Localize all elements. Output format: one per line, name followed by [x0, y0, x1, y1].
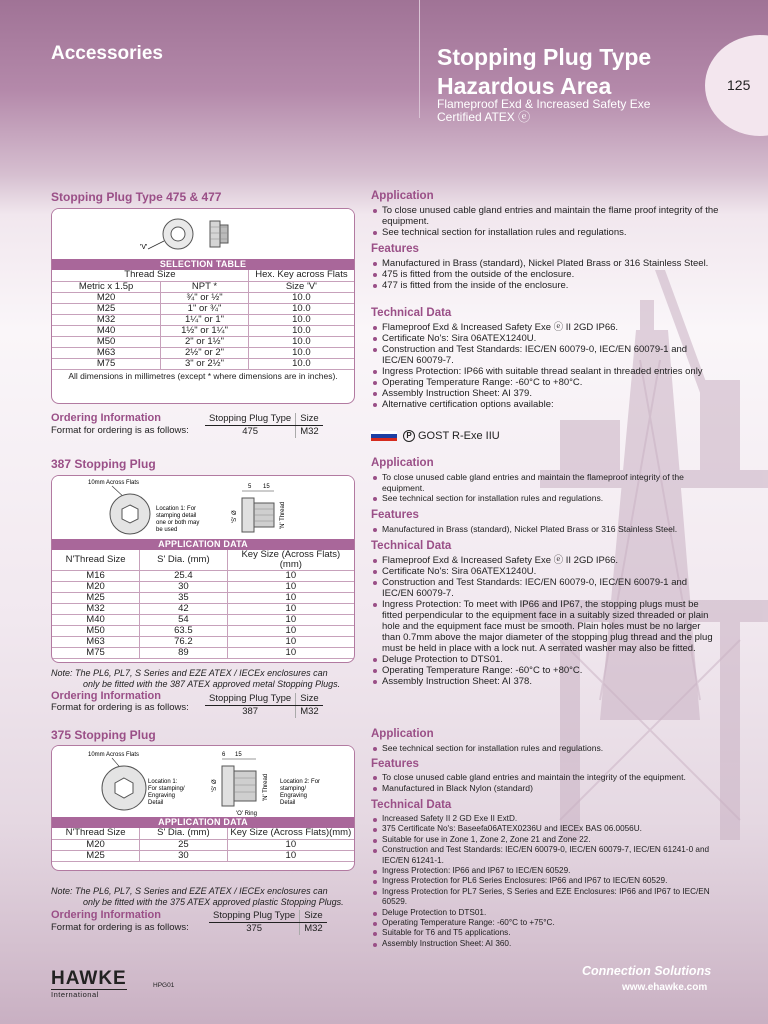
cell-dia: 35	[140, 593, 228, 604]
product-375-table-box	[51, 745, 355, 871]
desc-387-application-list	[371, 472, 721, 504]
desc-475-technical-title: Technical Data	[371, 307, 452, 319]
desc-375-technical-list	[371, 814, 721, 949]
location2-line1: Location 2: For	[280, 779, 321, 785]
cell-npt: 1½" or 1¼"	[161, 325, 249, 336]
table-row	[52, 314, 354, 325]
cell-size-v: 10.0	[248, 358, 354, 369]
cell-key: 10	[227, 615, 354, 626]
document-code: HPG01	[153, 982, 175, 989]
dim-n-label: 'N' Thread	[280, 501, 286, 529]
cell-metric: M63	[52, 347, 161, 358]
hawke-logo	[51, 970, 127, 999]
gost-label: GOST R-Exe IIU	[418, 430, 500, 442]
desc-375-technical-title: Technical Data	[371, 799, 452, 811]
application-data-band: APPLICATION DATA	[52, 539, 354, 550]
cell-thread: M20	[52, 582, 140, 593]
product-375-diagram	[52, 746, 354, 817]
selection-table	[52, 270, 354, 370]
note-line2: only be fitted with the 375 ATEX approved plastic Stopping Plugs.	[83, 897, 344, 907]
col-header-dia: S' Dia. (mm)	[140, 550, 228, 571]
list-item: To close unused cable gland entries and maintain the flameproof integrity of the equipment.	[371, 472, 721, 493]
cell-dia: 54	[140, 615, 228, 626]
ordering-info-text: Format for ordering is as follows:	[51, 425, 189, 436]
table-group-header	[52, 270, 354, 281]
ordering-header-type: Stopping Plug Type	[209, 910, 300, 923]
list-item: Ingress Protection: To meet with IP66 and IP67, the stopping plugs must be fitted perpendicular to the equipment face in a suitably sized threaded or plain hole and the equipment face must be smooth. Plain holes must be no larger than 0.7mm above the major diameter of the stopping plug thread and the plug must be held in place with a lock nut. A serrated washer may also be fitted.	[371, 599, 721, 654]
table-row	[52, 303, 354, 314]
cell-thread: M40	[52, 615, 140, 626]
list-item: Flameproof Exd & Increased Safety Exe ⓔ II 2GD IP66.	[371, 555, 721, 566]
cell-dia: 25	[140, 839, 228, 850]
col-header-dia: S' Dia. (mm)	[140, 828, 228, 839]
table-row	[52, 336, 354, 347]
list-item: Construction and Test Standards: IEC/EN 60079-0, IEC/EN 60079-1 and IEC/EN 60079-7.	[371, 577, 721, 599]
cell-key: 10	[227, 839, 354, 850]
plug-475-drawing	[52, 209, 354, 259]
col-header-size-v: Size 'V'	[248, 281, 354, 292]
cell-npt: 1" or ¾"	[161, 303, 249, 314]
page-subtitle-line2: Certified ATEX ⓔ	[437, 110, 531, 124]
list-item: 375 Certificate No's: Baseefa06ATEX0236U and IECEx BAS 06.0056U.	[371, 824, 721, 834]
list-item: Assembly Instruction Sheet: AI 378.	[371, 676, 721, 687]
location1-line2: For stamping/	[148, 786, 185, 792]
ordering-example-table	[205, 693, 323, 718]
ordering-value-type: 387	[242, 706, 259, 717]
cell-key: 10	[227, 582, 354, 593]
cell-metric: M40	[52, 325, 161, 336]
list-item: Certificate No's: Sira 06ATEX1240U.	[371, 333, 721, 344]
tagline: Connection Solutions	[582, 964, 712, 978]
location-note-line3: one or both may	[156, 520, 200, 526]
table-row	[52, 648, 354, 659]
logo-subtitle: International	[51, 989, 127, 999]
product-387-title: 387 Stopping Plug	[51, 457, 156, 471]
cell-key: 10	[227, 648, 354, 659]
table-header-row	[52, 550, 354, 571]
list-item: Ingress Protection: IP66 and IP67 to IEC/EN 60529.	[371, 866, 721, 876]
location2-line4: Detail	[280, 800, 296, 806]
product-375-note	[51, 886, 371, 908]
o-ring-label: 'O' Ring	[236, 811, 257, 817]
location2-line3: Engraving	[280, 793, 308, 799]
table-row	[52, 626, 354, 637]
list-item: Construction and Test Standards: IEC/EN 60079-0, IEC/EN 60079-7, IEC/EN 61241-0 and IEC/EN 61241-1.	[371, 845, 721, 866]
col-header-key: Key Size (Across Flats)(mm)	[227, 828, 354, 839]
table-row	[52, 582, 354, 593]
across-flats-label: 10mm Across Flats	[88, 752, 140, 758]
list-item: Certificate No's: Sira 06ATEX1240U.	[371, 566, 721, 577]
desc-387-technical-list	[371, 555, 721, 687]
list-item: Ingress Protection for PL6 Series Enclosures: IP66 and IP67 to IEC/EN 60529.	[371, 876, 721, 886]
cell-metric: M32	[52, 314, 161, 325]
table-row	[52, 593, 354, 604]
desc-387-features-title: Features	[371, 509, 419, 521]
ordering-info-text: Format for ordering is as follows:	[51, 922, 189, 933]
list-item: Suitable for use in Zone 1, Zone 2, Zone 21 and Zone 22.	[371, 835, 721, 845]
location-note-line2: stamping detail	[156, 513, 197, 519]
cell-key: 10	[227, 604, 354, 615]
cell-thread: M50	[52, 626, 140, 637]
ordering-info-text: Format for ordering is as follows:	[51, 702, 189, 713]
table-row	[52, 615, 354, 626]
selection-table-band: SELECTION TABLE	[52, 259, 354, 270]
table-row	[52, 358, 354, 369]
page-number: 125	[727, 77, 751, 93]
ordering-header-size: Size	[300, 910, 327, 923]
gost-certification	[371, 430, 500, 442]
desc-375-features-list	[371, 772, 721, 793]
list-item: Construction and Test Standards: IEC/EN 60079-0, IEC/EN 60079-1 and IEC/EN 60079-7.	[371, 344, 721, 366]
product-475-title: Stopping Plug Type 475 & 477	[51, 190, 222, 204]
desc-375-features-title: Features	[371, 758, 419, 770]
across-flats-label: 10mm Across Flats	[88, 480, 140, 486]
product-387-diagram	[52, 476, 354, 539]
list-item: See technical section for installation rules and regulations.	[371, 493, 721, 504]
location-note-line1: Location 1: For	[156, 506, 197, 512]
ordering-value-size: M32	[296, 426, 323, 439]
list-item: See technical section for installation rules and regulations.	[371, 227, 721, 238]
list-item: Flameproof Exd & Increased Safety Exe ⓔ II 2GD IP66.	[371, 322, 721, 333]
cell-key: 10	[227, 571, 354, 582]
cell-thread: M16	[52, 571, 140, 582]
product-387-table-box	[51, 475, 355, 663]
cell-size-v: 10.0	[248, 336, 354, 347]
group-header-thread-size: Thread Size	[52, 270, 248, 281]
flag-stripe-red	[371, 438, 397, 442]
list-item: 477 is fitted from the inside of the enclosure.	[371, 280, 721, 291]
cell-thread: M25	[52, 850, 140, 861]
list-item: Ingress Protection for PL7 Series, S Series and EZE Enclosures: IP66 and IP67 to IEC/EN 60529.	[371, 887, 721, 908]
table-row	[52, 571, 354, 582]
list-item: 475 is fitted from the outside of the enclosure.	[371, 269, 721, 280]
cell-dia: 76.2	[140, 637, 228, 648]
col-header-thread: N'Thread Size	[52, 828, 140, 839]
table-header-row	[52, 828, 354, 839]
ordering-info-title: Ordering Information	[51, 412, 161, 424]
table-header-row	[52, 281, 354, 292]
cell-size-v: 10.0	[248, 303, 354, 314]
col-header-metric: Metric x 1.5p	[52, 281, 161, 292]
ordering-info-title: Ordering Information	[51, 909, 161, 921]
cell-dia: 25.4	[140, 571, 228, 582]
application-data-table	[52, 828, 354, 862]
cell-dia: 89	[140, 648, 228, 659]
cell-thread: M32	[52, 604, 140, 615]
table-row	[52, 604, 354, 615]
cell-size-v: 10.0	[248, 292, 354, 303]
location-note-line4: be used	[156, 527, 178, 533]
cell-metric: M25	[52, 303, 161, 314]
table-row	[52, 839, 354, 850]
note-line2: only be fitted with the 387 ATEX approved metal Stopping Plugs.	[83, 679, 341, 689]
ordering-header-type: Stopping Plug Type	[205, 413, 296, 426]
desc-475-technical-list	[371, 322, 721, 410]
cell-dia: 30	[140, 850, 228, 861]
desc-475-application-list	[371, 205, 721, 238]
section-title: Accessories	[51, 43, 163, 64]
application-data-band: APPLICATION DATA	[52, 817, 354, 828]
cell-npt: 3" or 2½"	[161, 358, 249, 369]
cell-npt: 1¼" or 1"	[161, 314, 249, 325]
product-475-table-box	[51, 208, 355, 404]
cell-npt: 2½" or 2"	[161, 347, 249, 358]
russia-flag-icon	[371, 431, 397, 442]
list-item: Operating Temperature Range: -60°C to +80°C.	[371, 665, 721, 676]
desc-375-application-list	[371, 743, 721, 754]
location1-line3: Engraving	[148, 793, 176, 799]
website-link[interactable]: www.ehawke.com	[622, 982, 708, 993]
ordering-header-size: Size	[296, 413, 323, 426]
list-item: Ingress Protection: IP66 with suitable thread sealant in threaded entries only	[371, 366, 721, 377]
page-title-line2: Hazardous Area	[437, 73, 612, 99]
list-item: Deluge Protection to DTS01.	[371, 654, 721, 665]
list-item: Deluge Protection to DTS01.	[371, 908, 721, 918]
dim-5-label: 5	[248, 484, 252, 490]
gost-mark-icon: Р	[403, 430, 415, 442]
cell-thread: M20	[52, 839, 140, 850]
list-item: To close unused cable gland entries and maintain the integrity of the equipment.	[371, 772, 721, 783]
cell-npt: ¾" or ½"	[161, 292, 249, 303]
ordering-header-type: Stopping Plug Type	[205, 693, 296, 706]
cell-npt: 2" or 1½"	[161, 336, 249, 347]
desc-475-application-title: Application	[371, 190, 434, 202]
dim-15-label: 15	[263, 484, 270, 490]
page-title-line1: Stopping Plug Type	[437, 44, 652, 70]
cell-metric: M20	[52, 292, 161, 303]
ordering-header-size: Size	[296, 693, 323, 706]
dim-n-label: 'N' Thread	[263, 773, 269, 801]
table-row	[52, 637, 354, 648]
ordering-value-type: 475	[242, 426, 259, 437]
product-387-note	[51, 668, 371, 690]
ordering-example-table	[205, 413, 323, 438]
plug-375-drawing	[52, 746, 354, 817]
location1-line4: Detail	[148, 800, 164, 806]
group-header-hex-key: Hex. Key across Flats	[248, 270, 354, 281]
table-row	[52, 325, 354, 336]
list-item: Alternative certification options available:	[371, 399, 721, 410]
cell-key: 10	[227, 593, 354, 604]
page-title	[437, 43, 707, 101]
cell-size-v: 10.0	[248, 347, 354, 358]
cell-dia: 63.5	[140, 626, 228, 637]
ordering-info-title: Ordering Information	[51, 690, 161, 702]
table-row	[52, 292, 354, 303]
table-row	[52, 850, 354, 861]
dimensions-footnote: All dimensions in millimetres (except * where dimensions are in inches).	[68, 370, 338, 381]
header-divider	[419, 0, 420, 118]
product-375-title: 375 Stopping Plug	[51, 728, 156, 742]
list-item: Operating Temperature Range: -60°C to +80°C.	[371, 377, 721, 388]
list-item: Manufactured in Brass (standard), Nickel Plated Brass or 316 Stainless Steel.	[371, 524, 721, 535]
cell-thread: M63	[52, 637, 140, 648]
ordering-value-size: M32	[296, 706, 323, 719]
list-item: Increased Safety II 2 GD Exe II ExtD.	[371, 814, 721, 824]
cell-thread: M25	[52, 593, 140, 604]
cell-size-v: 10.0	[248, 325, 354, 336]
desc-387-technical-title: Technical Data	[371, 540, 452, 552]
dim-s-label: 'S' Ø	[232, 510, 238, 523]
cell-dia: 30	[140, 582, 228, 593]
list-item: See technical section for installation rules and regulations.	[371, 743, 721, 754]
location2-line2: stamping/	[280, 786, 307, 792]
note-line1: Note: The PL6, PL7, S Series and EZE ATEX / IECEx enclosures can	[51, 886, 328, 896]
page-subtitle-line1: Flameproof Exd & Increased Safety Exe	[437, 97, 651, 111]
cell-key: 10	[227, 850, 354, 861]
page-subtitle	[437, 98, 737, 124]
desc-387-application-title: Application	[371, 457, 434, 469]
cell-key: 10	[227, 626, 354, 637]
list-item: Manufactured in Black Nylon (standard)	[371, 783, 721, 794]
dim-s-label: 'S' Ø	[212, 779, 218, 792]
desc-475-features-list	[371, 258, 721, 291]
cell-dia: 42	[140, 604, 228, 615]
list-item: Suitable for T6 and T5 applications.	[371, 928, 721, 938]
dim-15-label: 15	[235, 752, 242, 758]
cell-thread: M75	[52, 648, 140, 659]
logo-wordmark: HAWKE	[51, 968, 127, 989]
application-data-table	[52, 550, 354, 659]
list-item: Manufactured in Brass (standard), Nickel Plated Brass or 316 Stainless Steel.	[371, 258, 721, 269]
ordering-value-type: 375	[246, 923, 263, 934]
table-row	[52, 347, 354, 358]
col-header-npt: NPT *	[161, 281, 249, 292]
cell-metric: M75	[52, 358, 161, 369]
ordering-example-table	[209, 910, 327, 935]
cell-size-v: 10.0	[248, 314, 354, 325]
desc-475-features-title: Features	[371, 243, 419, 255]
ordering-value-size: M32	[300, 923, 327, 936]
plug-387-drawing	[52, 476, 354, 539]
col-header-thread: N'Thread Size	[52, 550, 140, 571]
note-line1: Note: The PL6, PL7, S Series and EZE ATEX / IECEx enclosures can	[51, 668, 328, 678]
list-item: Assembly Instruction Sheet: AI 379.	[371, 388, 721, 399]
list-item: To close unused cable gland entries and maintain the flame proof integrity of the equipment.	[371, 205, 721, 227]
location1-line1: Location 1:	[148, 779, 178, 785]
desc-375-application-title: Application	[371, 728, 434, 740]
v-dimension-label: 'V'	[140, 244, 148, 251]
list-item: Assembly Instruction Sheet: AI 360.	[371, 939, 721, 949]
cell-metric: M50	[52, 336, 161, 347]
desc-387-features-list	[371, 524, 721, 535]
col-header-key: Key Size (Across Flats) (mm)	[227, 550, 354, 571]
dim-6-label: 6	[222, 752, 226, 758]
cell-key: 10	[227, 637, 354, 648]
list-item: Operating Temperature Range: -60°C to +75°C.	[371, 918, 721, 928]
product-475-diagram	[52, 209, 354, 259]
